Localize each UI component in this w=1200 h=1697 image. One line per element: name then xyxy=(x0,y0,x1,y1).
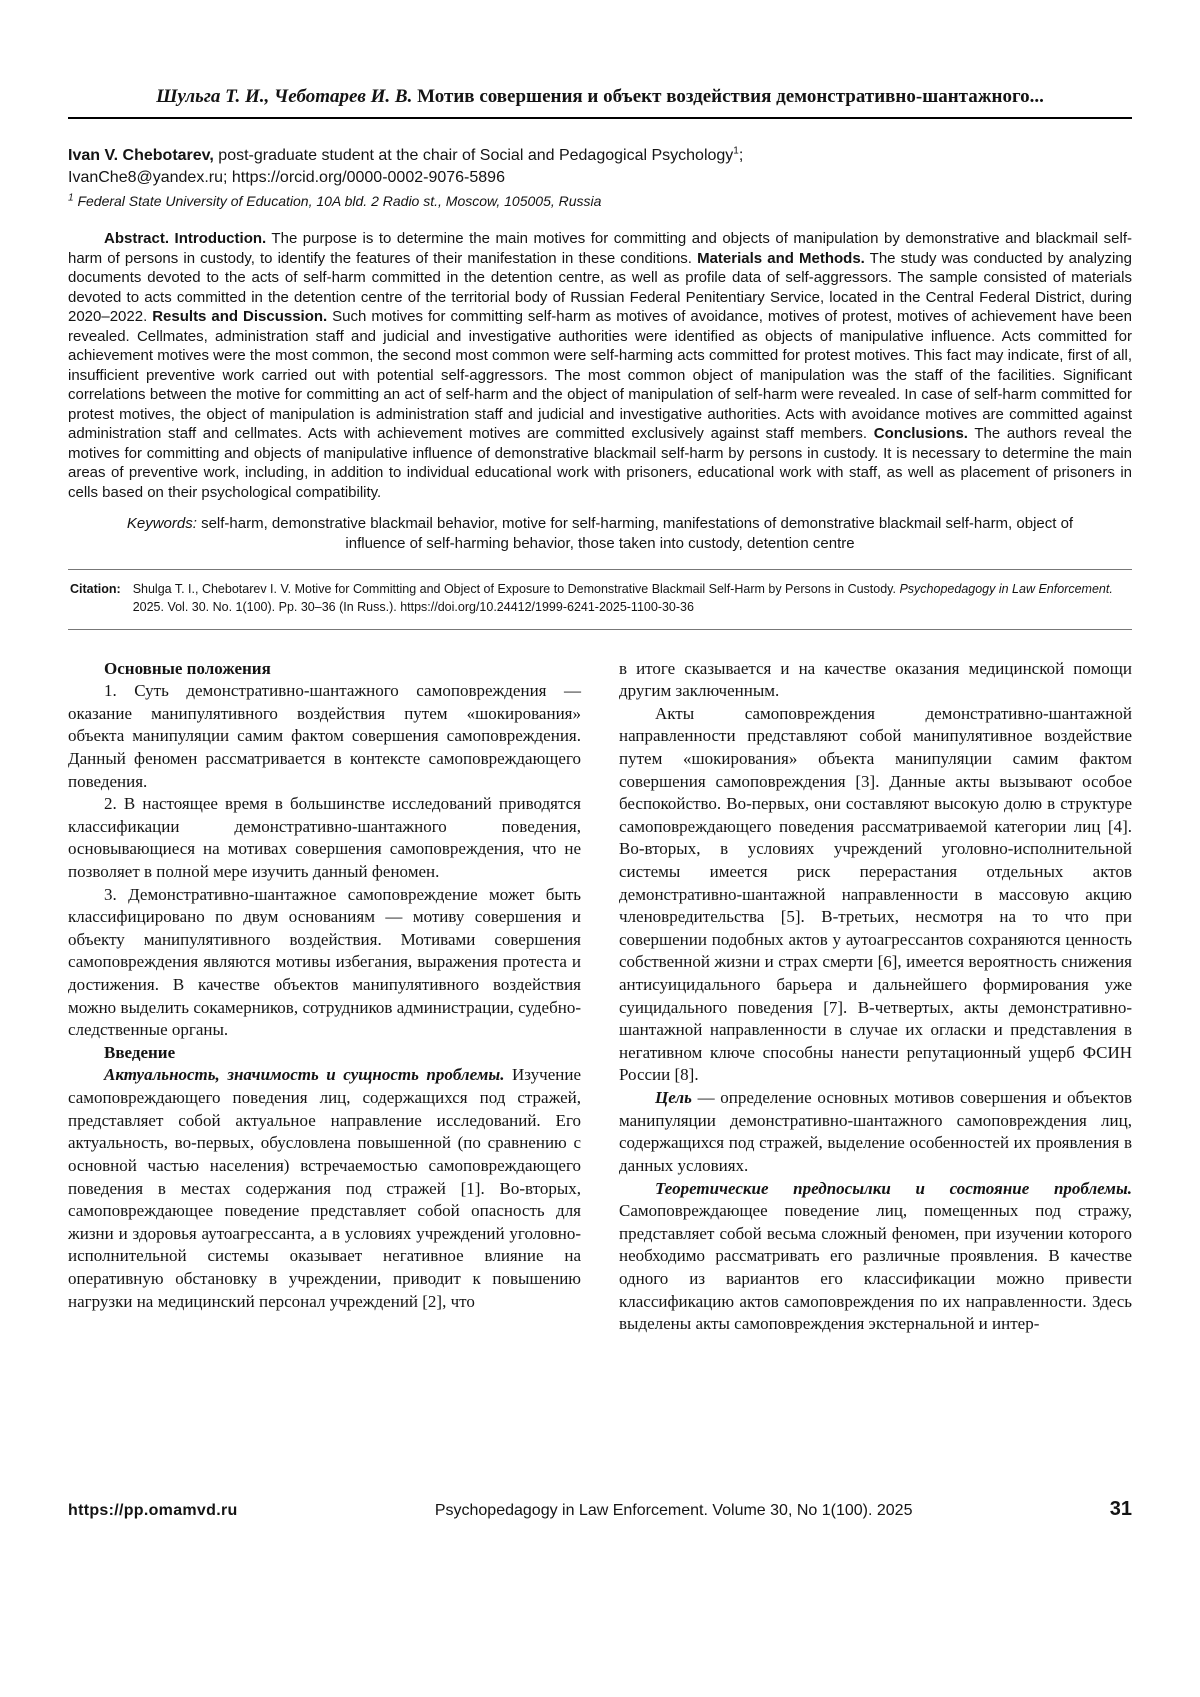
author-email-orcid: IvanChe8@yandex.ru; https://orcid.org/0000-0002-9076-5896 xyxy=(68,168,505,186)
paragraph-goal-lead: Цель xyxy=(655,1088,692,1108)
abstract-results-label: Results and Discussion. xyxy=(152,308,328,326)
journal-url: https://pp.omamvd.ru xyxy=(68,1502,238,1519)
keywords-label: Keywords: xyxy=(126,515,197,533)
paragraph-theory-lead: Теоретические предпосылки и состояние проблемы. xyxy=(655,1178,1132,1198)
affiliation-line xyxy=(68,192,1132,211)
affiliation-text: Federal State University of Education, 10A bld. 2 Radio st., Moscow, 105005, Russia xyxy=(73,192,602,209)
paragraph-theoretical-background xyxy=(619,1178,1132,1336)
author-affiliation-marker: 1 xyxy=(733,145,739,157)
paragraph-continuation: в итоге сказывается и на качестве оказания медицинской помощи другим заключенным. xyxy=(619,658,1132,701)
author-role: post-graduate student at the chair of Social and Pedagogical Psychology xyxy=(213,146,734,164)
citation-journal-name: Psychopedagogy in Law Enforcement. xyxy=(899,582,1113,597)
page-footer xyxy=(68,1498,1132,1521)
section-heading-key-points: Основные положения xyxy=(104,658,271,678)
running-head xyxy=(68,86,1132,109)
author-role-tail: ; xyxy=(738,146,744,164)
page-number: 31 xyxy=(1109,1498,1132,1520)
abstract-intro-label: Abstract. Introduction. xyxy=(104,230,267,248)
citation-reference: Shulga T. I., Chebotarev I. V. Motive for Committing and Object of Exposure to Demonstrative Blackmail Self-Harm by Persons in Custody. xyxy=(132,582,900,597)
paragraph-goal xyxy=(619,1087,1132,1177)
citation-block xyxy=(68,569,1132,629)
paragraph-acts-of-self-harm: Акты самоповреждения демонстративно-шантажной направленности представляют собой манипулятивное воздействие путем «шокирования» объекта манипуляции самим фактом совершения самоповреждения [3]. Данные акты вызывают особое беспокойство. Во-первых, они составляют высокую долю в структуре самоповреждающего поведения рассматриваемой категории лиц [4]. Во-вторых, в условиях учреждений уголовно-исполнительной системы имеется риск перерастания отдельных актов демонстративно-шантажной направленности в массовую акцию членовредительства [5]. В-третьих, несмотря на то что при совершении подобных актов у аутоагрессантов сохраняются ценность собственной жизни и страх смерти [6], имеется вероятность снижения антисуицидального барьера и дальнейшего формирования уже суицидального поведения [7]. В-четвертых, акты демонстративно-шантажной направленности в случае их огласки и представления в негативном ключе способны нанести репутационный ущерб ФСИН России [8]. xyxy=(619,703,1132,1085)
key-point-1: 1. Суть демонстративно-шантажного самоповреждения — оказание манипулятивного воздействия путем «шокирования» объекта манипуляции самим фактом совершения самоповреждения. Данный феномен рассматривается в контексте самоповреждающего поведения. xyxy=(68,681,581,791)
footer-journal-line: Psychopedagogy in Law Enforcement. Volume 30, No 1(100). 2025 xyxy=(434,1502,913,1519)
abstract-methods-label: Materials and Methods. xyxy=(697,249,865,267)
abstract-conclusions-text: The authors reveal the motives for committing and objects of manipulative influence of demonstrative blackmail self-harm by persons in custody. It is necessary to determine the main areas of preventive work, including, in addition to individual educational work with prisoners, educational work with staff, as well as placement of prisoners in cells based on their psychological compatibility. xyxy=(68,425,1133,501)
author-block xyxy=(68,145,1132,211)
header-divider xyxy=(68,117,1132,119)
paragraph-relevance-lead: Актуальность, значимость и сущность проблемы. xyxy=(104,1065,505,1085)
left-column xyxy=(68,658,581,1336)
right-column xyxy=(619,658,1132,1336)
author-contact-line xyxy=(68,167,1132,189)
keywords-text: self-harm, demonstrative blackmail behavior, motive for self-harming, manifestations of demonstrative blackmail self-harm, object of influence of self-harming behavior, those taken into custody, detention centre xyxy=(196,515,1074,552)
key-point-2: 2. В настоящее время в большинстве исследований приводятся классификации демонстративно-шантажного поведения, основывающиеся на мотивах совершения самоповреждения, что не позволяет в полной мере изучить данный феномен. xyxy=(68,794,581,881)
paragraph-theory-text: Самоповреждающее поведение лиц, помещенных под стражу, представляет собой весьма сложный феномен, при изучении которого необходимо рассматривать его различные проявления. В качестве одного из вариантов его классификации можно привести классификацию актов самоповреждения по их направленности. Здесь выделены акты самоповреждения экстернальной и интер- xyxy=(619,1201,1132,1334)
keywords xyxy=(68,514,1132,553)
affiliation-marker: 1 xyxy=(68,192,74,204)
citation-label: Citation: xyxy=(70,582,121,597)
author-name: Ivan V. Chebotarev, xyxy=(68,146,214,164)
citation-text xyxy=(133,580,1130,616)
running-head-title: Мотив совершения и объект воздействия демонстративно-шантажного... xyxy=(412,86,1044,107)
running-head-authors: Шульга Т. И., Чеботарев И. В. xyxy=(156,86,413,107)
paragraph-relevance-text: Изучение самоповреждающего поведения лиц, содержащихся под стражей, представляет собой актуальное направление исследований. Его актуальность, во-первых, обусловлена повышенной (по сравнению с основной частью населения) встречаемостью самоповреждающего поведения в местах содержания под стражей [1]. Во-вторых, самоповреждающее поведение представляет собой опасность для жизни и здоровья аутоагрессанта, а в условиях учреждений уголовно-исполнительной системы оказывает негативное влияние на оперативную обстановку в учреждении, приводит к повышению нагрузки на медицинский персонал учреждений [2], что xyxy=(68,1065,581,1311)
abstract-methods-text: The study was conducted by analyzing documents devoted to the acts of self-harm committed in the detention centre, as well as profile data of self-aggressors. The sample consisted of materials devoted to acts committed in the detention centre of the territorial body of Russian Federal Penitentiary Service, located in the Central Federal District, during 2020–2022. xyxy=(68,249,1132,326)
citation-volume-doi: 2025. Vol. 30. No. 1(100). Pp. 30–36 (In Russ.). https://doi.org/10.24412/1999-6241-2025-1100-30-36 xyxy=(132,600,694,615)
article-body xyxy=(68,658,1132,1336)
author-line xyxy=(68,145,1132,167)
key-point-3: 3. Демонстративно-шантажное самоповреждение может быть классифицировано по двум основаниям — мотиву совершения и объекту манипулятивного воздействия. Мотивами совершения самоповреждения являются мотивы избегания, выражения протеста и достижения. В качестве объектов манипулятивного воздействия можно выделить сокамерников, сотрудников администрации, судебно-следственные органы. xyxy=(68,884,581,1040)
abstract-intro-text: The purpose is to determine the main motives for committing and objects of manipulation by demonstrative and blackmail self-harm of persons in custody, to identify the features of their manifestation in these conditions. xyxy=(68,230,1132,267)
abstract-results-text: Such motives for committing self-harm as motives of avoidance, motives of protest, motives of achievement have been revealed. Cellmates, administration staff and judicial and investigative authorities were identified as objects of manipulative influence. Acts committed for achievement motives were the most common, the second most common were self-harming acts committed for protest motives. This fact may indicate, first of all, insufficient preventive work carried out with potential self-aggressors. The most common object of manipulation was the staff of the facilities. Significant correlations between the motive for committing an act of self-harm and the object of manipulation of self-harm were revealed. In case of self-harm committed for protest motives, the object of manipulation is administration staff and judicial and investigative authorities. Acts with avoidance motives are committed against administration staff and cellmates. Acts with achievement motives are committed exclusively against staff members. xyxy=(68,308,1132,443)
abstract xyxy=(68,229,1132,502)
paragraph-goal-text: — определение основных мотивов совершения и объектов манипуляции демонстративно-шантажного самоповреждения лиц, содержащихся под стражей, выделение особенностей их проявления в данных условиях. xyxy=(619,1088,1132,1175)
paragraph-relevance xyxy=(68,1064,581,1313)
abstract-conclusions-label: Conclusions. xyxy=(873,425,968,443)
section-heading-introduction: Введение xyxy=(104,1042,176,1062)
